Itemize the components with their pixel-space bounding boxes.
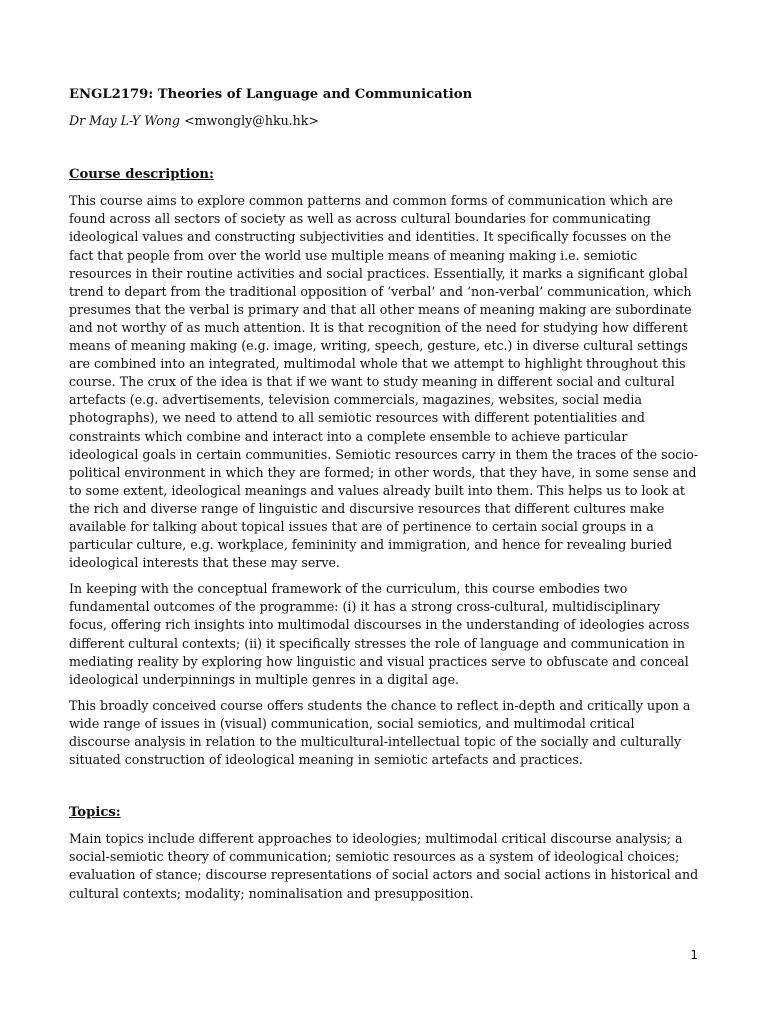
instructor-email: <mwongly@hku.hk> (184, 113, 319, 129)
page-number: 1 (690, 948, 698, 962)
description-paragraph-3: This broadly conceived course offers students the chance to reflect in-depth and critically upon a wide range of issues in (visual) communication, social semiotics, and multimodal critical discourse analysis in relation to the multicultural-intellectual topic of the socially and culturally situated construction of ideological meaning in semiotic artefacts and practices. (69, 697, 691, 768)
instructor-line (69, 112, 699, 130)
instructor-name: Dr May L-Y Wong (69, 113, 181, 129)
topics-heading: Topics: (69, 805, 121, 821)
course-description-heading: Course description: (69, 167, 214, 183)
description-paragraph-1: This course aims to explore common patterns and common forms of communication which are found across all sectors of society as well as across cultural boundaries for communicating ideological values and constructing subjectivities and identities. It specifically focusses on the fact that people from over the world use multiple means of meaning making i.e. semiotic resources in their routine activities and social practices. Essentially, it marks a significant global trend to depart from the traditional opposition of ‘verbal’ and ‘non-verbal’ communication, which presumes that the verbal is primary and that all other means of meaning making are subordinate and not worthy of as much attention. It is that recognition of the need for studying how different means of meaning making (e.g. image, writing, speech, gesture, etc.) in diverse cultural settings are combined into an integrated, multimodal whole that we attempt to highlight throughout this course. The crux of the idea is that if we want to study meaning in different social and cultural artefacts (e.g. advertisements, television commercials, magazines, websites, social media photographs), we need to attend to all semiotic resources with different potentialities and constraints which combine and interact into a complete ensemble to achieve particular ideological goals in certain communities. Semiotic resources carry in them the traces of the socio-political environment in which they are formed; in other words, that they have, in some sense and to some extent, ideological meanings and values already built into them. This helps us to look at the rich and diverse range of linguistic and discursive resources that different cultures make available for talking about topical issues that are of pertinence to certain social groups in a particular culture, e.g. workplace, femininity and immigration, and hence for revealing buried ideological interests that these may serve. (69, 193, 699, 571)
course-title: ENGL2179: Theories of Language and Communication (69, 87, 473, 102)
topics-paragraph: Main topics include different approaches to ideologies; multimodal critical discourse analysis; a social-semiotic theory of communication; semiotic resources as a system of ideological choices; evaluation of stance; discourse representations of social actors and social actions in historical and cultural contexts; modality; nominalisation and presupposition. (69, 831, 699, 901)
description-paragraph-2: In keeping with the conceptual framework of the curriculum, this course embodies two fundamental outcomes of the programme: (i) it has a strong cross-cultural, multidisciplinary focus, offering rich insights into multimodal discourses in the understanding of ideologies across different cultural contexts; (ii) it specifically stresses the role of language and communication in mediating reality by exploring how linguistic and visual practices serve to obfuscate and conceal ideological underpinnings in multiple genres in a digital age. (69, 581, 690, 687)
document-body (69, 86, 699, 903)
